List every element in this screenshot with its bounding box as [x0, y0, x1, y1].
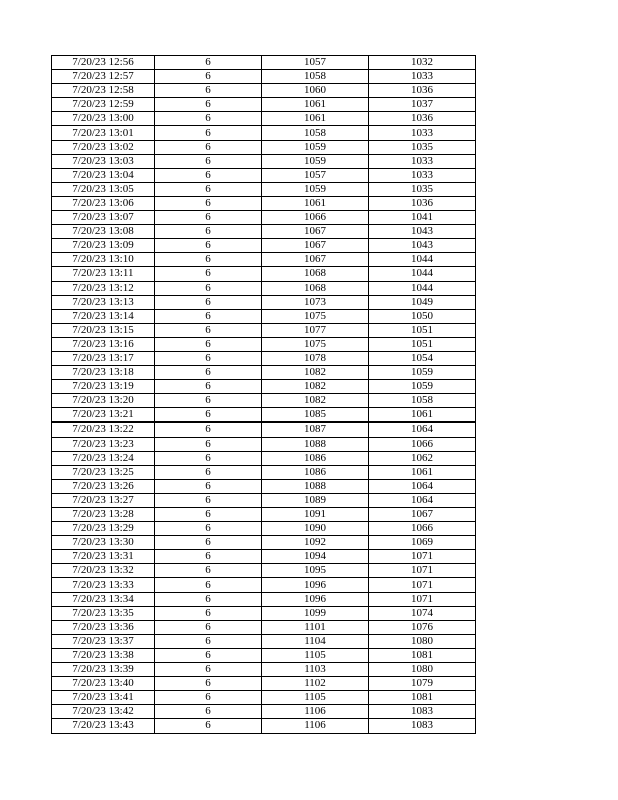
timestamp-cell: 7/20/23 12:57	[52, 70, 155, 84]
table-row	[52, 253, 476, 267]
count-cell: 6	[155, 578, 262, 592]
value-b-cell: 1051	[369, 337, 476, 351]
count-cell: 6	[155, 56, 262, 70]
table-row	[52, 634, 476, 648]
value-a-cell: 1082	[262, 394, 369, 408]
count-cell: 6	[155, 182, 262, 196]
timestamp-cell: 7/20/23 13:02	[52, 140, 155, 154]
value-a-cell: 1059	[262, 140, 369, 154]
value-a-cell: 1067	[262, 239, 369, 253]
table-row	[52, 182, 476, 196]
value-a-cell: 1096	[262, 592, 369, 606]
value-a-cell: 1057	[262, 168, 369, 182]
table-row	[52, 295, 476, 309]
value-a-cell: 1086	[262, 451, 369, 465]
value-a-cell: 1091	[262, 508, 369, 522]
table-row	[52, 437, 476, 451]
value-b-cell: 1081	[369, 648, 476, 662]
table-row	[52, 550, 476, 564]
count-cell: 6	[155, 705, 262, 719]
value-b-cell: 1079	[369, 677, 476, 691]
value-b-cell: 1074	[369, 606, 476, 620]
value-a-cell: 1101	[262, 620, 369, 634]
count-cell: 6	[155, 719, 262, 733]
timestamp-cell: 7/20/23 13:10	[52, 253, 155, 267]
table-row	[52, 351, 476, 365]
table-row	[52, 126, 476, 140]
count-cell: 6	[155, 70, 262, 84]
count-cell: 6	[155, 126, 262, 140]
timestamp-cell: 7/20/23 13:31	[52, 550, 155, 564]
timestamp-cell: 7/20/23 13:36	[52, 620, 155, 634]
value-b-cell: 1069	[369, 536, 476, 550]
value-a-cell: 1061	[262, 98, 369, 112]
value-b-cell: 1033	[369, 70, 476, 84]
timestamp-cell: 7/20/23 13:26	[52, 479, 155, 493]
timestamp-cell: 7/20/23 13:41	[52, 691, 155, 705]
table-row	[52, 578, 476, 592]
timestamp-cell: 7/20/23 13:40	[52, 677, 155, 691]
value-a-cell: 1082	[262, 366, 369, 380]
timestamp-cell: 7/20/23 13:08	[52, 225, 155, 239]
table-row	[52, 592, 476, 606]
count-cell: 6	[155, 267, 262, 281]
table-row	[52, 366, 476, 380]
value-a-cell: 1068	[262, 267, 369, 281]
timestamp-cell: 7/20/23 13:33	[52, 578, 155, 592]
value-a-cell: 1075	[262, 337, 369, 351]
value-b-cell: 1080	[369, 663, 476, 677]
timestamp-cell: 7/20/23 13:14	[52, 309, 155, 323]
value-a-cell: 1094	[262, 550, 369, 564]
value-b-cell: 1044	[369, 281, 476, 295]
count-cell: 6	[155, 112, 262, 126]
value-b-cell: 1064	[369, 479, 476, 493]
value-a-cell: 1088	[262, 437, 369, 451]
table-row	[52, 239, 476, 253]
value-b-cell: 1076	[369, 620, 476, 634]
count-cell: 6	[155, 536, 262, 550]
value-b-cell: 1083	[369, 705, 476, 719]
timestamp-cell: 7/20/23 13:04	[52, 168, 155, 182]
value-b-cell: 1071	[369, 592, 476, 606]
count-cell: 6	[155, 351, 262, 365]
timestamp-cell: 7/20/23 13:17	[52, 351, 155, 365]
table-body	[52, 56, 476, 734]
value-b-cell: 1033	[369, 168, 476, 182]
table-row	[52, 508, 476, 522]
value-b-cell: 1071	[369, 550, 476, 564]
value-b-cell: 1049	[369, 295, 476, 309]
timestamp-cell: 7/20/23 13:35	[52, 606, 155, 620]
value-a-cell: 1075	[262, 309, 369, 323]
timestamp-cell: 7/20/23 13:06	[52, 196, 155, 210]
timestamp-cell: 7/20/23 13:11	[52, 267, 155, 281]
value-b-cell: 1071	[369, 578, 476, 592]
value-a-cell: 1090	[262, 522, 369, 536]
timestamp-cell: 7/20/23 13:25	[52, 465, 155, 479]
timestamp-cell: 7/20/23 13:09	[52, 239, 155, 253]
timestamp-cell: 7/20/23 13:18	[52, 366, 155, 380]
count-cell: 6	[155, 677, 262, 691]
table-row	[52, 380, 476, 394]
timestamp-cell: 7/20/23 13:38	[52, 648, 155, 662]
value-a-cell: 1103	[262, 663, 369, 677]
timestamp-cell: 7/20/23 12:59	[52, 98, 155, 112]
count-cell: 6	[155, 550, 262, 564]
data-table	[51, 55, 476, 734]
value-a-cell: 1096	[262, 578, 369, 592]
value-a-cell: 1105	[262, 691, 369, 705]
value-a-cell: 1078	[262, 351, 369, 365]
count-cell: 6	[155, 663, 262, 677]
value-b-cell: 1043	[369, 225, 476, 239]
count-cell: 6	[155, 606, 262, 620]
value-a-cell: 1086	[262, 465, 369, 479]
timestamp-cell: 7/20/23 13:15	[52, 323, 155, 337]
value-a-cell: 1099	[262, 606, 369, 620]
count-cell: 6	[155, 451, 262, 465]
value-a-cell: 1104	[262, 634, 369, 648]
value-b-cell: 1062	[369, 451, 476, 465]
value-a-cell: 1067	[262, 253, 369, 267]
value-b-cell: 1036	[369, 196, 476, 210]
value-b-cell: 1059	[369, 366, 476, 380]
timestamp-cell: 7/20/23 13:32	[52, 564, 155, 578]
count-cell: 6	[155, 140, 262, 154]
table-row	[52, 564, 476, 578]
value-a-cell: 1073	[262, 295, 369, 309]
value-b-cell: 1037	[369, 98, 476, 112]
count-cell: 6	[155, 508, 262, 522]
value-b-cell: 1071	[369, 564, 476, 578]
count-cell: 6	[155, 225, 262, 239]
count-cell: 6	[155, 634, 262, 648]
table-row	[52, 211, 476, 225]
timestamp-cell: 7/20/23 12:58	[52, 84, 155, 98]
timestamp-cell: 7/20/23 13:30	[52, 536, 155, 550]
count-cell: 6	[155, 422, 262, 437]
value-b-cell: 1035	[369, 182, 476, 196]
value-a-cell: 1059	[262, 154, 369, 168]
value-b-cell: 1059	[369, 380, 476, 394]
value-a-cell: 1057	[262, 56, 369, 70]
table-row	[52, 522, 476, 536]
count-cell: 6	[155, 98, 262, 112]
table-row	[52, 408, 476, 423]
count-cell: 6	[155, 691, 262, 705]
value-b-cell: 1051	[369, 323, 476, 337]
table-row	[52, 70, 476, 84]
table-row	[52, 323, 476, 337]
count-cell: 6	[155, 337, 262, 351]
table-row	[52, 84, 476, 98]
count-cell: 6	[155, 408, 262, 423]
value-a-cell: 1095	[262, 564, 369, 578]
timestamp-cell: 7/20/23 13:22	[52, 422, 155, 437]
value-b-cell: 1032	[369, 56, 476, 70]
value-a-cell: 1068	[262, 281, 369, 295]
timestamp-cell: 7/20/23 13:23	[52, 437, 155, 451]
value-b-cell: 1033	[369, 126, 476, 140]
value-a-cell: 1066	[262, 211, 369, 225]
table-row	[52, 281, 476, 295]
timestamp-cell: 7/20/23 13:00	[52, 112, 155, 126]
table-row	[52, 154, 476, 168]
table-row	[52, 493, 476, 507]
value-a-cell: 1067	[262, 225, 369, 239]
count-cell: 6	[155, 84, 262, 98]
value-b-cell: 1035	[369, 140, 476, 154]
count-cell: 6	[155, 366, 262, 380]
value-b-cell: 1083	[369, 719, 476, 733]
table-row	[52, 705, 476, 719]
table-row	[52, 225, 476, 239]
value-b-cell: 1041	[369, 211, 476, 225]
table-row	[52, 196, 476, 210]
table-row	[52, 140, 476, 154]
count-cell: 6	[155, 564, 262, 578]
value-a-cell: 1060	[262, 84, 369, 98]
timestamp-cell: 7/20/23 13:28	[52, 508, 155, 522]
count-cell: 6	[155, 437, 262, 451]
timestamp-cell: 7/20/23 13:12	[52, 281, 155, 295]
count-cell: 6	[155, 211, 262, 225]
value-a-cell: 1088	[262, 479, 369, 493]
count-cell: 6	[155, 239, 262, 253]
value-b-cell: 1066	[369, 437, 476, 451]
count-cell: 6	[155, 380, 262, 394]
timestamp-cell: 7/20/23 13:13	[52, 295, 155, 309]
count-cell: 6	[155, 465, 262, 479]
value-a-cell: 1061	[262, 112, 369, 126]
value-b-cell: 1064	[369, 422, 476, 437]
count-cell: 6	[155, 479, 262, 493]
value-a-cell: 1082	[262, 380, 369, 394]
timestamp-cell: 7/20/23 13:20	[52, 394, 155, 408]
value-b-cell: 1044	[369, 253, 476, 267]
value-a-cell: 1092	[262, 536, 369, 550]
timestamp-cell: 7/20/23 13:37	[52, 634, 155, 648]
table-row	[52, 648, 476, 662]
value-b-cell: 1050	[369, 309, 476, 323]
count-cell: 6	[155, 592, 262, 606]
table-row	[52, 309, 476, 323]
value-b-cell: 1043	[369, 239, 476, 253]
count-cell: 6	[155, 648, 262, 662]
table-row	[52, 112, 476, 126]
table-row	[52, 465, 476, 479]
table-row	[52, 337, 476, 351]
table-row	[52, 422, 476, 437]
value-b-cell: 1081	[369, 691, 476, 705]
timestamp-cell: 7/20/23 13:43	[52, 719, 155, 733]
value-a-cell: 1087	[262, 422, 369, 437]
table-row	[52, 719, 476, 733]
value-a-cell: 1102	[262, 677, 369, 691]
timestamp-cell: 7/20/23 13:21	[52, 408, 155, 423]
value-a-cell: 1106	[262, 705, 369, 719]
table-row	[52, 677, 476, 691]
value-a-cell: 1059	[262, 182, 369, 196]
table-row	[52, 451, 476, 465]
value-a-cell: 1061	[262, 196, 369, 210]
value-a-cell: 1058	[262, 126, 369, 140]
count-cell: 6	[155, 295, 262, 309]
table-row	[52, 98, 476, 112]
value-b-cell: 1033	[369, 154, 476, 168]
table-row	[52, 394, 476, 408]
timestamp-cell: 7/20/23 13:19	[52, 380, 155, 394]
timestamp-cell: 7/20/23 13:24	[52, 451, 155, 465]
timestamp-cell: 7/20/23 12:56	[52, 56, 155, 70]
value-b-cell: 1067	[369, 508, 476, 522]
count-cell: 6	[155, 323, 262, 337]
timestamp-cell: 7/20/23 13:29	[52, 522, 155, 536]
value-b-cell: 1066	[369, 522, 476, 536]
count-cell: 6	[155, 196, 262, 210]
value-b-cell: 1058	[369, 394, 476, 408]
timestamp-cell: 7/20/23 13:42	[52, 705, 155, 719]
timestamp-cell: 7/20/23 13:27	[52, 493, 155, 507]
value-b-cell: 1036	[369, 112, 476, 126]
timestamp-cell: 7/20/23 13:16	[52, 337, 155, 351]
value-b-cell: 1044	[369, 267, 476, 281]
table-row	[52, 620, 476, 634]
table-row	[52, 536, 476, 550]
count-cell: 6	[155, 493, 262, 507]
value-b-cell: 1080	[369, 634, 476, 648]
table-row	[52, 663, 476, 677]
value-a-cell: 1085	[262, 408, 369, 423]
timestamp-cell: 7/20/23 13:39	[52, 663, 155, 677]
value-a-cell: 1089	[262, 493, 369, 507]
count-cell: 6	[155, 168, 262, 182]
value-a-cell: 1077	[262, 323, 369, 337]
table-row	[52, 606, 476, 620]
count-cell: 6	[155, 281, 262, 295]
table-row	[52, 56, 476, 70]
timestamp-cell: 7/20/23 13:05	[52, 182, 155, 196]
table-row	[52, 479, 476, 493]
value-b-cell: 1064	[369, 493, 476, 507]
value-a-cell: 1105	[262, 648, 369, 662]
table-row	[52, 691, 476, 705]
table-row	[52, 168, 476, 182]
count-cell: 6	[155, 394, 262, 408]
value-b-cell: 1061	[369, 465, 476, 479]
value-a-cell: 1106	[262, 719, 369, 733]
count-cell: 6	[155, 522, 262, 536]
value-a-cell: 1058	[262, 70, 369, 84]
count-cell: 6	[155, 154, 262, 168]
value-b-cell: 1036	[369, 84, 476, 98]
count-cell: 6	[155, 620, 262, 634]
timestamp-cell: 7/20/23 13:34	[52, 592, 155, 606]
timestamp-cell: 7/20/23 13:07	[52, 211, 155, 225]
count-cell: 6	[155, 253, 262, 267]
value-b-cell: 1054	[369, 351, 476, 365]
count-cell: 6	[155, 309, 262, 323]
value-b-cell: 1061	[369, 408, 476, 423]
timestamp-cell: 7/20/23 13:03	[52, 154, 155, 168]
table-row	[52, 267, 476, 281]
timestamp-cell: 7/20/23 13:01	[52, 126, 155, 140]
